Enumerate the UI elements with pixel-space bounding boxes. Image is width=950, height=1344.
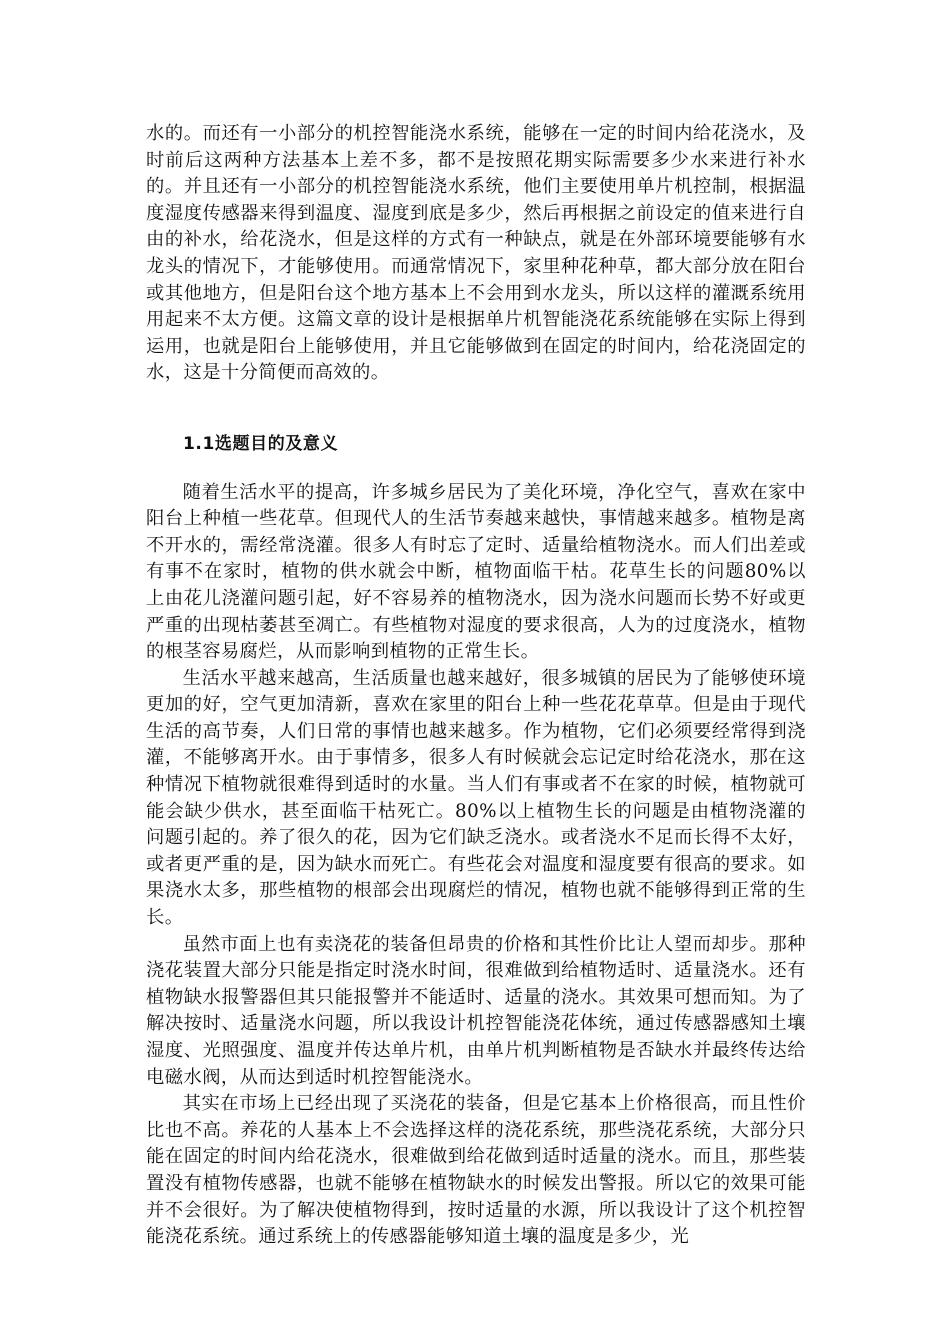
section-heading: 1.1选题目的及意义 (183, 433, 339, 454)
intro-paragraph: 水的。而还有一小部分的机控智能浇水系统，能够在一定的时间内给花浇水，及时前后这两种方法基本上差不多，都不是按照花期实际需要多少水来进行补水的。并且还有一小部分的机控智能浇水系统，他们主要使用单片机控制，根据温度湿度传感器来得到温度、湿度到底是多少，然后再根据之前设定的值来进行自由的补水，给花浇水，但是这样的方式有一种缺点，就是在外部环境要能够有水龙头的情况下，才能够使用。而通常情况下，家里种花种草，都大部分放在阳台或其他地方，但是阳台这个地方基本上不会用到水龙头，所以这样的灌溉系统用用起来不太方便。这篇文章的设计是根据单片机智能浇花系统能够在实际上得到运用，也就是阳台上能够使用，并且它能够做到在固定的时间内，给花浇固定的水，这是十分简便而高效的。 (146, 123, 806, 384)
document-body (146, 121, 806, 1251)
body-paragraph: 随着生活水平的提高，许多城乡居民为了美化环境，净化空气，喜欢在家中阳台上种植一些花草。但现代人的生活节奏越来越快，事情越来越多。植物是离不开水的，需经常浇灌。很多人有时忘了定时、适量给植物浇水。而人们出差或有事不在家时，植物的供水就会中断，植物面临干枯。花草生长的问题80%以上由花儿浇灌问题引起，好不容易养的植物浇水，因为浇水问题而长势不好或更严重的出现枯萎甚至凋亡。有些植物对湿度的要求很高，人为的过度浇水，植物的根茎容易腐烂，从而影响到植物的正常生长。 (146, 481, 806, 663)
body-paragraph: 虽然市面上也有卖浇花的装备但昂贵的价格和其性价比让人望而却步。那种浇花装置大部分只能是指定时浇水时间，很难做到给植物适时、适量浇水。还有植物缺水报警器但其只能报警并不能适时、适量的浇水。其效果可想而知。为了解决按时、适量浇水问题，所以我设计机控智能浇花体统，通过传感器感知土壤湿度、光照强度、温度并传达单片机，由单片机判断植物是否缺水并最终传达给电磁水阀，从而达到适时机控智能浇水。 (146, 933, 806, 1088)
spacer (146, 387, 806, 431)
body-paragraph: 其实在市场上已经出现了买浇花的装备，但是它基本上价格很高，而且性价比也不高。养花的人基本上不会选择这样的浇花系统，那些浇花系统，大部分只能在固定的时间内给花浇水，很难做到给花做到适时适量的浇水。而且，那些装置没有植物传感器，也就不能够在植物缺水的时候发出警报。所以它的效果可能并不会很好。为了解决使植物得到，按时适量的水源，所以我设计了这个机控智能浇花系统。通过系统上的传感器能够知道土壤的温度是多少，光 (146, 1093, 806, 1248)
body-paragraph: 生活水平越来越高，生活质量也越来越好，很多城镇的居民为了能够使环境更加的好，空气更加清新，喜欢在家里的阳台上种一些花花草草。但是由于现代生活的高节奏，人们日常的事情也越来越多。作为植物，它们必须要经常得到浇灌，不能够离开水。由于事情多，很多人有时候就会忘记定时给花浇水，那在这种情况下植物就很难得到适时的水量。当人们有事或者不在家的时候，植物就可能会缺少供水，甚至面临干枯死亡。80%以上植物生长的问题是由植物浇灌的问题引起的。养了很久的花，因为它们缺乏浇水。或者浇水不足而长得不太好，或者更严重的是，因为缺水而死亡。有些花会对温度和湿度要有很高的要求。如果浇水太多，那些植物的根部会出现腐烂的情况，植物也就不能够得到正常的生长。 (146, 667, 806, 929)
spacer (146, 458, 806, 480)
